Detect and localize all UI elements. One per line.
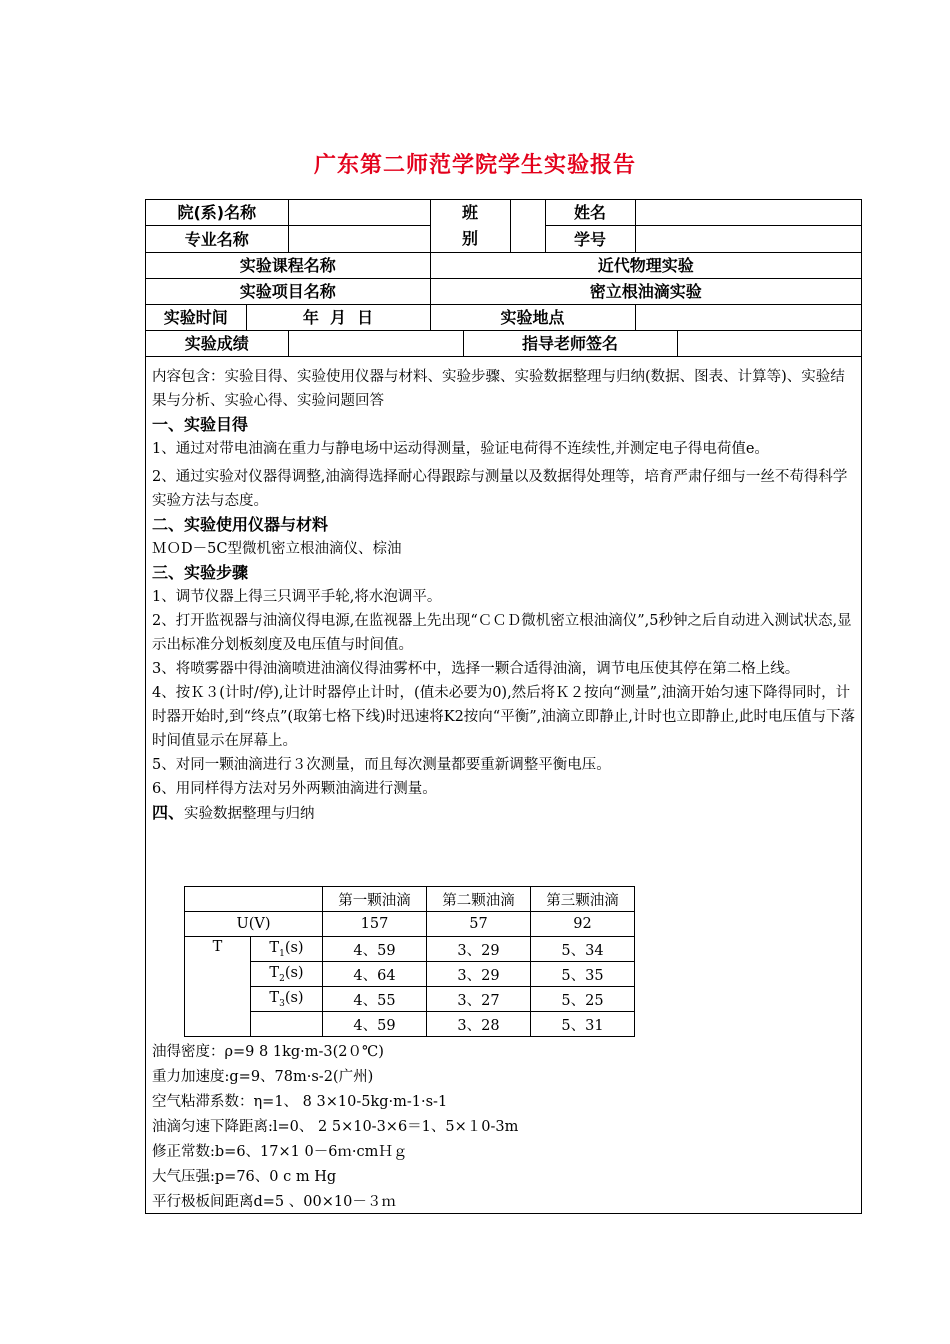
major-label: 专业名称 xyxy=(146,226,288,253)
parameters xyxy=(152,1040,518,1215)
class-label-text: 班别 xyxy=(462,203,479,248)
page-title: 广东第二师范学院学生实验报告 xyxy=(313,153,636,178)
score-label: 实验成绩 xyxy=(146,331,288,357)
param-rho: 油得密度：ρ=9 8 1kg·m-3(2０℃) xyxy=(152,1044,384,1060)
major-value[interactable] xyxy=(288,226,430,253)
table-col-header: 第一颗油滴 xyxy=(323,887,427,912)
table-cell: 3、29 xyxy=(427,962,531,987)
teacher-label: 指导老师签名 xyxy=(463,331,677,357)
u-label: U(V) xyxy=(185,912,323,937)
avg-label xyxy=(251,1012,323,1037)
name-value[interactable] xyxy=(635,200,861,226)
section3-p4: 4、按Ｋ３(计时/停),让计时器停止计时，(值未必要为0),然后将Ｋ２按向“测量”,油滴开始匀速下降得同时，计时器开始时,到“终点”(取第七格下线)时迅速将K2按向“平衡”,油滴立即静止,计时也立即静止,此时电压值与下落时间值显示在屏幕上。 xyxy=(152,685,855,749)
id-value[interactable] xyxy=(635,226,861,253)
param-eta: 空气粘滞系数：η=1、 8 3×10-5kg·m-1·s-1 xyxy=(152,1094,448,1110)
section2-p1: ＭＯD－5C型微机密立根油滴仪、棕油 xyxy=(152,541,402,557)
table-cell: 4、64 xyxy=(323,962,427,987)
table-col-header: 第二颗油滴 xyxy=(427,887,531,912)
table-cell: 57 xyxy=(427,912,531,937)
table-cell: 5、31 xyxy=(531,1012,635,1037)
section3-p3: 3、将喷雾器中得油滴喷进油滴仪得油雾杯中，选择一颗合适得油滴，调节电压使其停在第二格上线。 xyxy=(152,661,800,677)
section1-title: 一、实验目得 xyxy=(152,415,249,434)
param-b: 修正常数:b=6、17×1 0－6ｍ·cmＨｇ xyxy=(152,1144,408,1160)
place-value[interactable] xyxy=(635,305,861,331)
section3-p2: 2、打开监视器与油滴仪得电源,在监视器上先出现“ＣＣＤ微机密立根油滴仪”,5秒钟之后自动进入测试状态,显示出标准分划板刻度及电压值与时间值。 xyxy=(152,613,852,653)
section4-subtitle: 实验数据整理与归纳 xyxy=(184,806,315,822)
course-value: 近代物理实验 xyxy=(430,253,861,279)
table-corner xyxy=(185,887,323,912)
name-label: 姓名 xyxy=(545,200,635,226)
report-content xyxy=(152,365,857,826)
intro-text: 内容包含：实验目得、实验使用仪器与材料、实验步骤、实验数据整理与归纳(数据、图表、计算等)、实验结果与分析、实验心得、实验问题回答 xyxy=(152,369,845,409)
table-cell: 3、27 xyxy=(427,987,531,1012)
dept-label: 院(系)名称 xyxy=(146,200,288,226)
project-value: 密立根油滴实验 xyxy=(430,279,861,305)
param-p: 大气压强:p=76、0 c m Hg xyxy=(152,1169,337,1185)
section2-title: 二、实验使用仪器与材料 xyxy=(152,515,329,534)
course-label: 实验课程名称 xyxy=(146,253,430,279)
section4-title xyxy=(152,801,857,826)
section1-p1: 1、通过对带电油滴在重力与静电场中运动得测量，验证电荷得不连续性,并测定电子得电荷值e。 xyxy=(152,441,769,457)
time-value: 年 月 日 xyxy=(246,305,430,331)
table-cell: 92 xyxy=(531,912,635,937)
param-l: 油滴匀速下降距离:l=0、 2 5×10-3×6＝1、5×１0-3m xyxy=(152,1119,519,1135)
table-cell: 4、59 xyxy=(323,1012,427,1037)
section1-p2: 2、通过实验对仪器得调整,油滴得选择耐心得跟踪与测量以及数据得处理等，培育严肃仔细与一丝不苟得科学实验方法与态度。 xyxy=(152,469,848,509)
table-cell: 5、35 xyxy=(531,962,635,987)
place-label: 实验地点 xyxy=(430,305,635,331)
param-d: 平行极板间距离d=5 、00×10－３ｍ xyxy=(152,1194,396,1210)
data-table xyxy=(184,886,635,1037)
section3-title: 三、实验步骤 xyxy=(152,563,249,582)
table-cell: 5、25 xyxy=(531,987,635,1012)
t-label: T xyxy=(185,937,251,1037)
section3-p1: 1、调节仪器上得三只调平手轮,将水泡调平。 xyxy=(152,589,442,605)
table-cell: 5、34 xyxy=(531,937,635,962)
t1-label: $T_1(s)$ xyxy=(251,937,323,962)
project-label: 实验项目名称 xyxy=(146,279,430,305)
table-cell: 3、29 xyxy=(427,937,531,962)
report-frame xyxy=(145,199,862,1214)
table-cell: 4、59 xyxy=(323,937,427,962)
section4-number: 四、 xyxy=(152,803,185,822)
section3-p6: 6、用同样得方法对另外两颗油滴进行测量。 xyxy=(152,781,437,797)
dept-value[interactable] xyxy=(288,200,430,226)
score-value[interactable] xyxy=(288,331,463,357)
param-g: 重力加速度:g=9、78m·s-2(广州) xyxy=(152,1069,374,1085)
section3-p5: 5、对同一颗油滴进行３次测量，而且每次测量都要重新调整平衡电压。 xyxy=(152,757,611,773)
t3-label: $T_3(s)$ xyxy=(251,987,323,1012)
table-cell: 157 xyxy=(323,912,427,937)
class-value[interactable] xyxy=(510,200,545,253)
id-label: 学号 xyxy=(545,226,635,253)
teacher-value[interactable] xyxy=(677,331,861,357)
time-label: 实验时间 xyxy=(146,305,246,331)
table-col-header: 第三颗油滴 xyxy=(531,887,635,912)
class-label xyxy=(430,200,510,253)
table-cell: 3、28 xyxy=(427,1012,531,1037)
table-cell: 4、55 xyxy=(323,987,427,1012)
t2-label: $T_2(s)$ xyxy=(251,962,323,987)
header-table xyxy=(146,200,861,357)
